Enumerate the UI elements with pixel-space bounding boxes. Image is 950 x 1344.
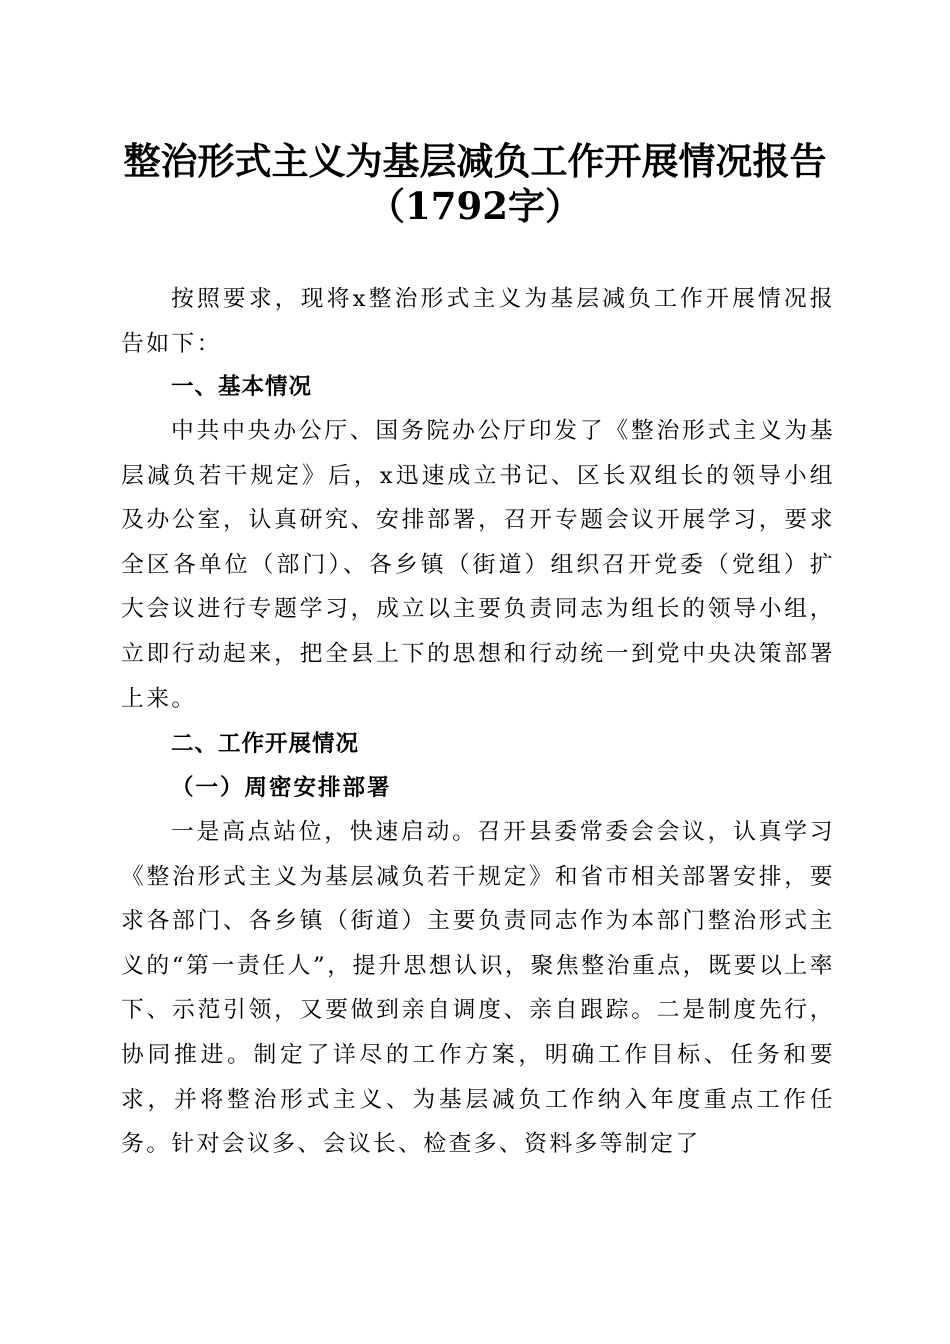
paragraph-lead: 一是高点站位，快速启动。 [171,819,478,845]
intro-paragraph: 按照要求，现将x整治形式主义为基层减负工作开展情况报告如下： [121,286,835,357]
document-subtitle: （1792字） [368,184,582,228]
paragraph-body: 召开县委常委会会议，认真学习《整治形式主义为基层减负若干规定》和省市相关部署安排，要求各部门、各乡镇（街道）主要负责同志作为本部门整治形式主义的“第一责任人”，提升思想认识，聚焦整治重点，既要以上率下、示范引领，又要做到亲自调度、亲自跟踪。二是制度先行，协同推进。制定了详尽的工作方案，明确工作目标、任务和要求，并将整治形式主义、为基层减负工作纳入年度重点工作任务。针对会议多、会议长、检查多、资料多等制定了 [121,819,835,1158]
section-heading-basic: 一、基本情况 [171,374,313,400]
arrangement-paragraph [121,810,835,1167]
section-heading-work: 二、工作开展情况 [171,731,360,757]
section1-paragraph: 中共中央办公厅、国务院办公厅印发了《整治形式主义为基层减负若干规定》后，x迅速成立书记、区长双组长的领导小组及办公室，认真研究、安排部署，召开专题会议开展学习，要求全区各单位（部门）、各乡镇（街道）组织召开党委（党组）扩大会议进行专题学习，成立以主要负责同志为组长的领导小组，立即行动起来，把全县上下的思想和行动统一到党中央决策部署上来。 [121,418,835,712]
document-title: 整治形式主义为基层减负工作开展情况报告 [123,139,827,183]
subsection-heading-arrangement: （一）周密安排部署 [171,775,392,801]
